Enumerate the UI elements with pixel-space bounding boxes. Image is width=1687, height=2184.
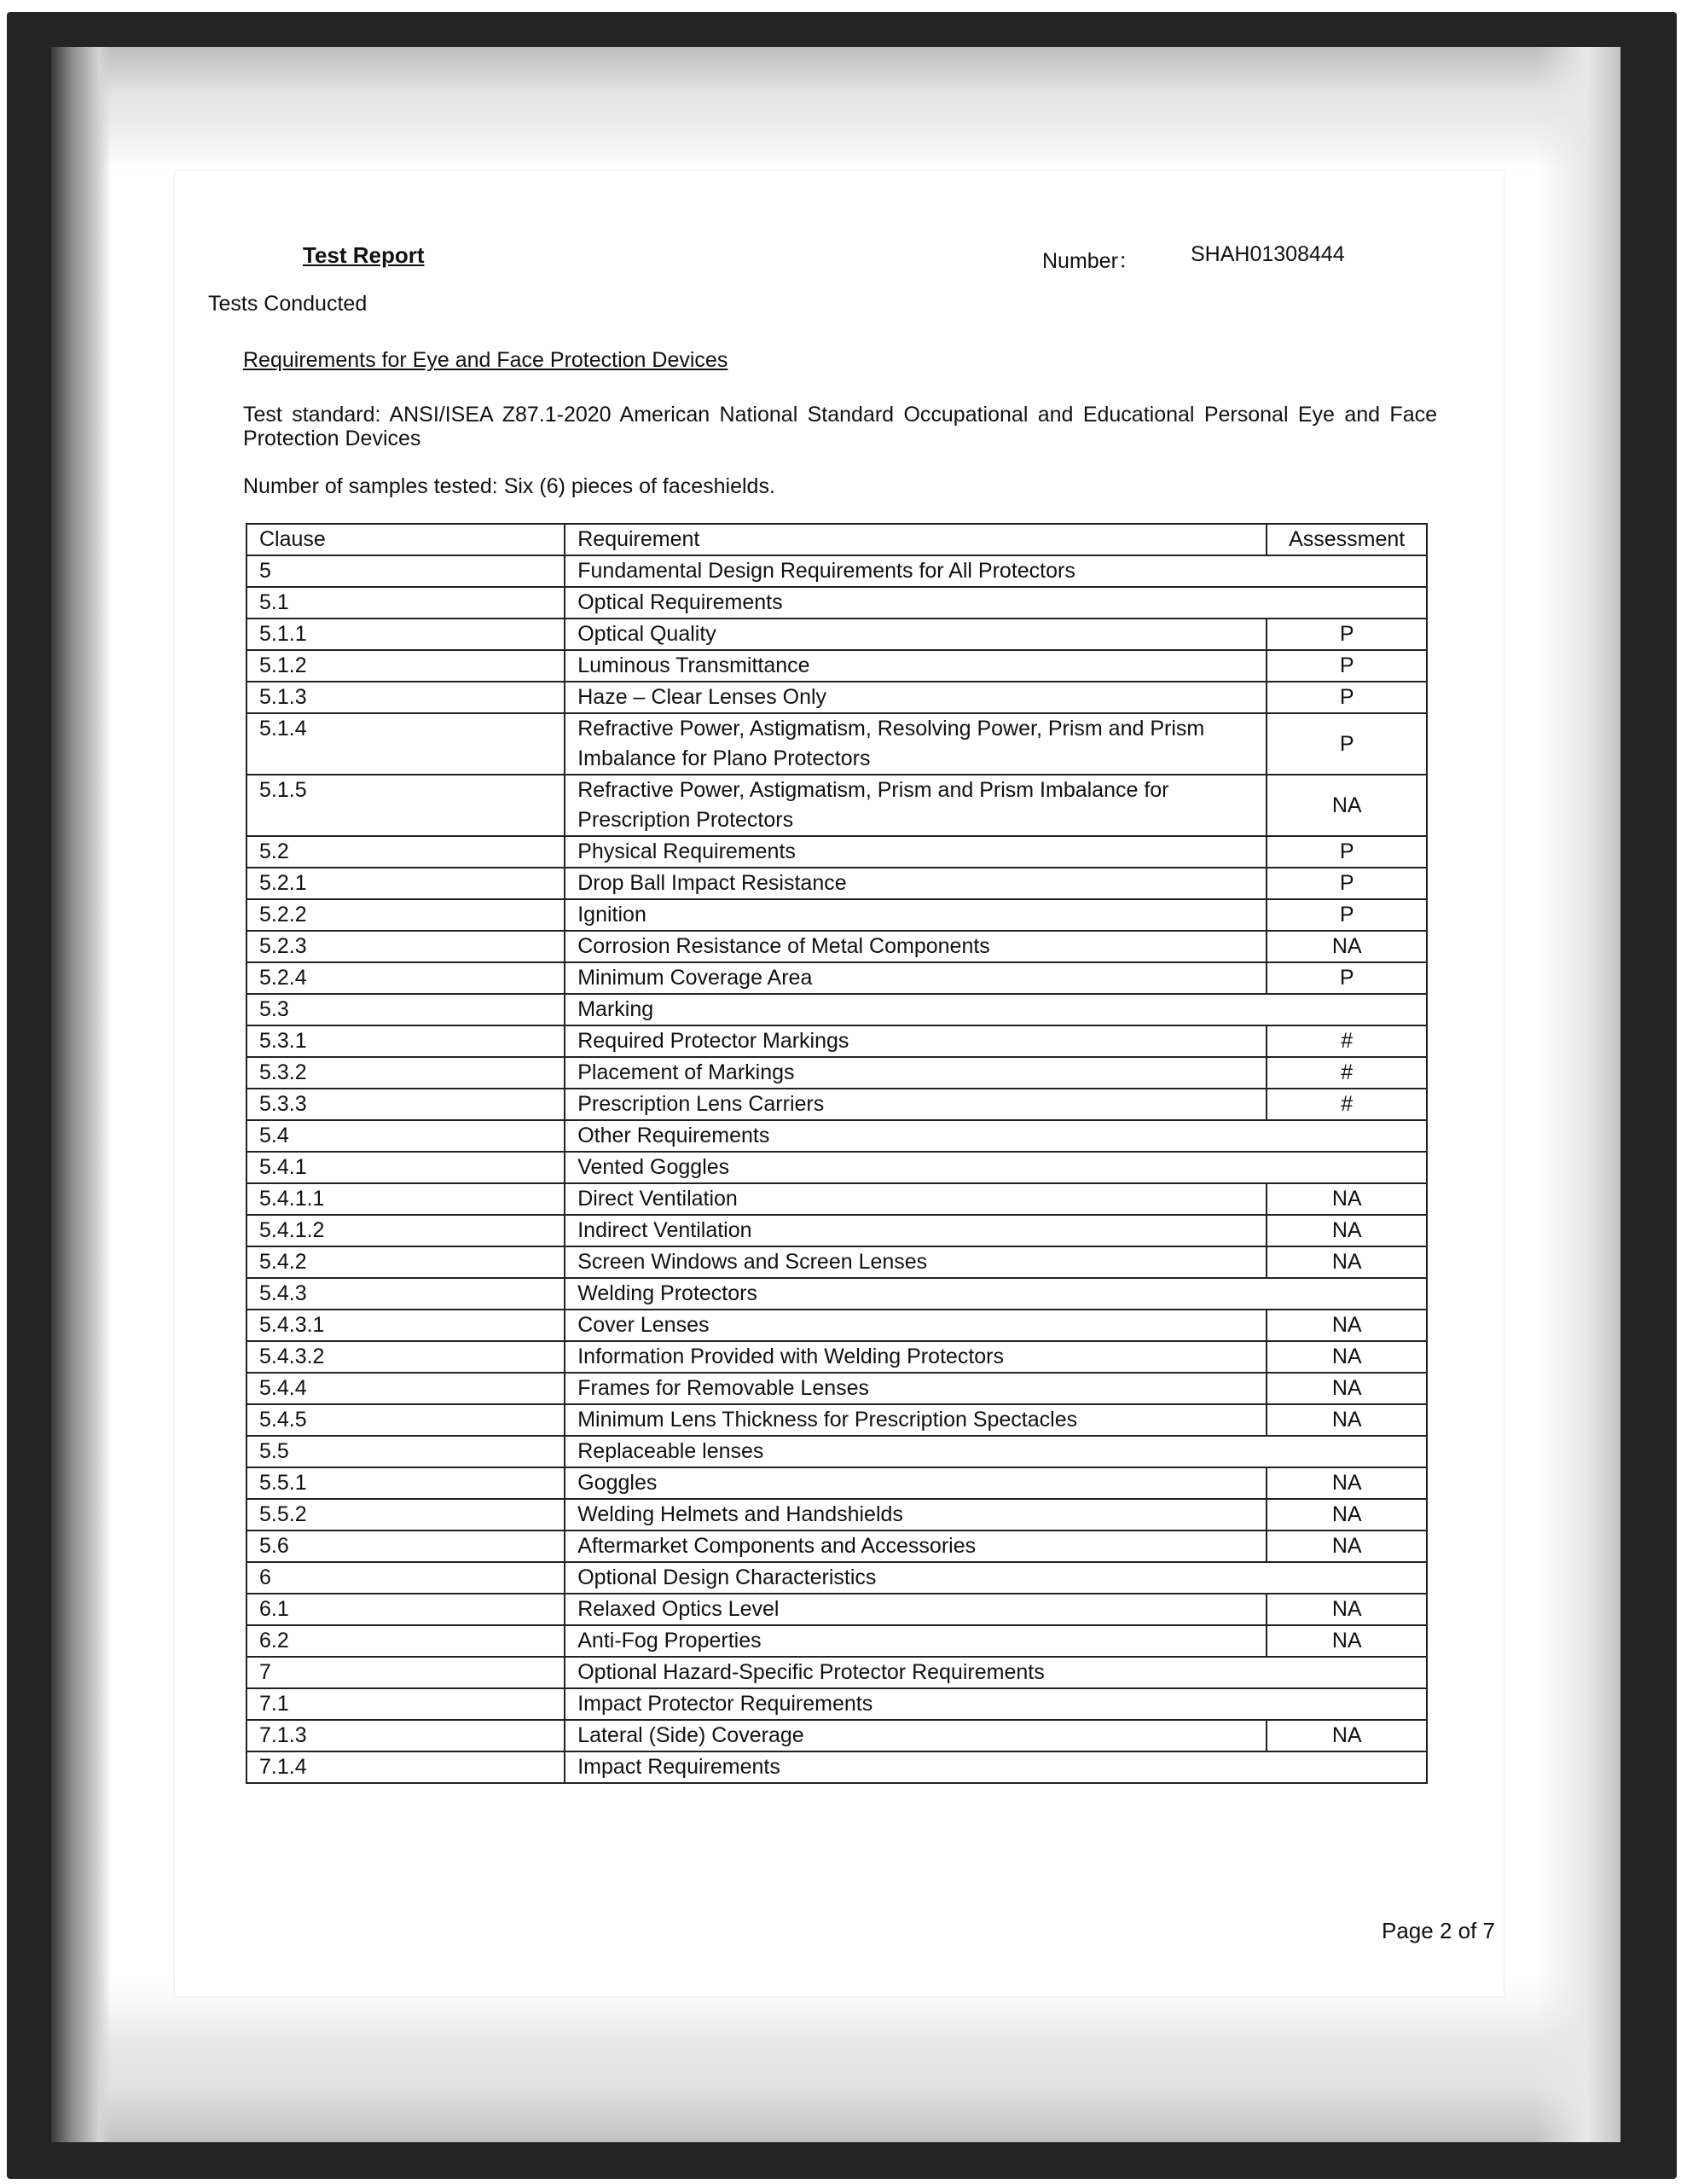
report-number-label: Number： bbox=[1042, 249, 1139, 273]
clause-cell: 5.2.2 bbox=[246, 899, 565, 931]
requirement-cell: Impact Requirements bbox=[565, 1751, 1427, 1783]
assessment-cell: NA bbox=[1267, 1467, 1427, 1499]
page-number: Page 2 of 7 bbox=[1382, 1918, 1495, 1943]
assessment-cell: NA bbox=[1267, 1499, 1427, 1531]
assessment-cell: P bbox=[1267, 650, 1427, 682]
assessment-cell: NA bbox=[1267, 1373, 1427, 1404]
clause-cell: 5.5.1 bbox=[246, 1467, 565, 1499]
requirement-cell: Indirect Ventilation bbox=[565, 1215, 1267, 1246]
assessment-cell: NA bbox=[1267, 1720, 1427, 1751]
table-row bbox=[246, 1215, 1427, 1246]
clause-cell: 5.4.1 bbox=[246, 1152, 565, 1183]
requirement-cell: Direct Ventilation bbox=[565, 1183, 1267, 1215]
assessment-cell: NA bbox=[1267, 1594, 1427, 1625]
table-row bbox=[246, 1436, 1427, 1467]
clause-cell: 5.2.4 bbox=[246, 962, 565, 994]
requirement-cell: Minimum Lens Thickness for Prescription Spectacles bbox=[565, 1404, 1267, 1436]
header-clause: Clause bbox=[246, 524, 565, 555]
table-row bbox=[246, 836, 1427, 868]
assessment-cell: P bbox=[1267, 899, 1427, 931]
table-row bbox=[246, 1341, 1427, 1373]
table-row bbox=[246, 1688, 1427, 1720]
requirement-cell: Optical Quality bbox=[565, 619, 1267, 650]
clause-cell: 5.3.2 bbox=[246, 1057, 565, 1089]
clause-cell: 6.2 bbox=[246, 1625, 565, 1657]
header-requirement: Requirement bbox=[565, 524, 1267, 555]
table-row bbox=[246, 587, 1427, 619]
clause-cell: 5.4.4 bbox=[246, 1373, 565, 1404]
assessment-cell: NA bbox=[1267, 1246, 1427, 1278]
assessment-cell: NA bbox=[1267, 1183, 1427, 1215]
requirement-cell: Other Requirements bbox=[565, 1120, 1427, 1152]
table-row bbox=[246, 1531, 1427, 1562]
table-row bbox=[246, 1152, 1427, 1183]
requirement-cell: Frames for Removable Lenses bbox=[565, 1373, 1267, 1404]
clause-cell: 5.1.5 bbox=[246, 775, 565, 836]
requirement-cell: Corrosion Resistance of Metal Components bbox=[565, 931, 1267, 962]
table-header-row bbox=[246, 524, 1427, 555]
clause-cell: 5.3.1 bbox=[246, 1025, 565, 1057]
table-row bbox=[246, 1625, 1427, 1657]
requirement-cell: Fundamental Design Requirements for All Protectors bbox=[565, 555, 1427, 587]
clause-cell: 5 bbox=[246, 555, 565, 587]
clause-cell: 6.1 bbox=[246, 1594, 565, 1625]
requirement-cell: Haze – Clear Lenses Only bbox=[565, 682, 1267, 713]
requirement-cell: Screen Windows and Screen Lenses bbox=[565, 1246, 1267, 1278]
table-row bbox=[246, 931, 1427, 962]
requirement-cell: Refractive Power, Astigmatism, Prism and Prism Imbalance for Prescription Protectors bbox=[565, 775, 1267, 836]
clause-cell: 5.1.3 bbox=[246, 682, 565, 713]
requirement-cell: Placement of Markings bbox=[565, 1057, 1267, 1089]
mat-shadow-left bbox=[51, 47, 111, 2142]
mat-shadow-bottom bbox=[51, 2005, 1620, 2142]
assessment-cell: NA bbox=[1267, 1341, 1427, 1373]
table-row bbox=[246, 775, 1427, 836]
table-row bbox=[246, 1246, 1427, 1278]
assessment-cell: NA bbox=[1267, 931, 1427, 962]
table-row bbox=[246, 1657, 1427, 1688]
requirement-cell: Optical Requirements bbox=[565, 587, 1427, 619]
assessment-cell: P bbox=[1267, 962, 1427, 994]
clause-cell: 5.5 bbox=[246, 1436, 565, 1467]
table-row bbox=[246, 1089, 1427, 1120]
test-standard-text: Test standard: ANSI/ISEA Z87.1-2020 American National Standard Occupational and Educational Personal Eye and Face Protection Devices bbox=[243, 403, 1437, 450]
clause-cell: 5.4.3 bbox=[246, 1278, 565, 1310]
requirement-cell: Welding Helmets and Handshields bbox=[565, 1499, 1267, 1531]
report-number-value: SHAH01308444 bbox=[1191, 242, 1345, 266]
table-row bbox=[246, 1025, 1427, 1057]
table-row bbox=[246, 1751, 1427, 1783]
requirement-cell: Drop Ball Impact Resistance bbox=[565, 868, 1267, 899]
assessment-cell: P bbox=[1267, 836, 1427, 868]
requirement-cell: Physical Requirements bbox=[565, 836, 1267, 868]
clause-cell: 5.6 bbox=[246, 1531, 565, 1562]
table-row bbox=[246, 994, 1427, 1025]
clause-cell: 5.2.1 bbox=[246, 868, 565, 899]
section-heading: Requirements for Eye and Face Protection Devices bbox=[243, 348, 728, 372]
table-row bbox=[246, 868, 1427, 899]
report-title: Test Report bbox=[303, 242, 425, 268]
requirement-cell: Replaceable lenses bbox=[565, 1436, 1427, 1467]
clause-cell: 5.4.5 bbox=[246, 1404, 565, 1436]
clause-cell: 5.4.1.1 bbox=[246, 1183, 565, 1215]
requirement-cell: Minimum Coverage Area bbox=[565, 962, 1267, 994]
assessment-cell: NA bbox=[1267, 1625, 1427, 1657]
table-row bbox=[246, 619, 1427, 650]
table-row bbox=[246, 1594, 1427, 1625]
table-row bbox=[246, 713, 1427, 775]
assessment-cell: NA bbox=[1267, 1404, 1427, 1436]
requirement-cell: Required Protector Markings bbox=[565, 1025, 1267, 1057]
requirement-cell: Prescription Lens Carriers bbox=[565, 1089, 1267, 1120]
table-row bbox=[246, 1183, 1427, 1215]
clause-cell: 6 bbox=[246, 1562, 565, 1594]
clause-cell: 5.4.1.2 bbox=[246, 1215, 565, 1246]
table-row bbox=[246, 1499, 1427, 1531]
table-row bbox=[246, 650, 1427, 682]
assessment-cell: P bbox=[1267, 713, 1427, 775]
requirement-cell: Vented Goggles bbox=[565, 1152, 1427, 1183]
clause-cell: 5.2.3 bbox=[246, 931, 565, 962]
table-row bbox=[246, 1310, 1427, 1341]
requirement-cell: Cover Lenses bbox=[565, 1310, 1267, 1341]
clause-cell: 7.1 bbox=[246, 1688, 565, 1720]
assessment-cell: P bbox=[1267, 682, 1427, 713]
mat-shadow-right bbox=[1535, 47, 1620, 2142]
samples-tested-text: Number of samples tested: Six (6) pieces of faceshields. bbox=[243, 474, 775, 498]
clause-cell: 5.4.3.1 bbox=[246, 1310, 565, 1341]
assessment-cell: P bbox=[1267, 868, 1427, 899]
requirement-cell: Impact Protector Requirements bbox=[565, 1688, 1427, 1720]
table-row bbox=[246, 899, 1427, 931]
clause-cell: 5.3 bbox=[246, 994, 565, 1025]
assessment-cell: NA bbox=[1267, 1310, 1427, 1341]
table-row bbox=[246, 1720, 1427, 1751]
table-row bbox=[246, 682, 1427, 713]
requirement-cell: Optional Design Characteristics bbox=[565, 1562, 1427, 1594]
table-row bbox=[246, 1373, 1427, 1404]
requirement-cell: Ignition bbox=[565, 899, 1267, 931]
requirement-cell: Goggles bbox=[565, 1467, 1267, 1499]
assessment-cell: # bbox=[1267, 1057, 1427, 1089]
clause-cell: 7.1.4 bbox=[246, 1751, 565, 1783]
requirement-cell: Luminous Transmittance bbox=[565, 650, 1267, 682]
table-row bbox=[246, 555, 1427, 587]
requirement-cell: Information Provided with Welding Protectors bbox=[565, 1341, 1267, 1373]
clause-cell: 5.1 bbox=[246, 587, 565, 619]
requirement-cell: Relaxed Optics Level bbox=[565, 1594, 1267, 1625]
table-row bbox=[246, 1562, 1427, 1594]
clause-cell: 7 bbox=[246, 1657, 565, 1688]
clause-cell: 5.4 bbox=[246, 1120, 565, 1152]
table-row bbox=[246, 1467, 1427, 1499]
clause-cell: 5.2 bbox=[246, 836, 565, 868]
assessment-cell: # bbox=[1267, 1089, 1427, 1120]
requirement-cell: Welding Protectors bbox=[565, 1278, 1427, 1310]
requirement-cell: Refractive Power, Astigmatism, Resolving Power, Prism and Prism Imbalance for Plano Protectors bbox=[565, 713, 1267, 775]
clause-cell: 5.4.2 bbox=[246, 1246, 565, 1278]
assessment-cell: P bbox=[1267, 619, 1427, 650]
assessment-cell: NA bbox=[1267, 1531, 1427, 1562]
table-row bbox=[246, 962, 1427, 994]
header-assessment: Assessment bbox=[1267, 524, 1427, 555]
clause-cell: 5.4.3.2 bbox=[246, 1341, 565, 1373]
requirement-cell: Optional Hazard-Specific Protector Requirements bbox=[565, 1657, 1427, 1688]
requirements-table bbox=[246, 523, 1428, 1784]
table-row bbox=[246, 1120, 1427, 1152]
requirement-cell: Lateral (Side) Coverage bbox=[565, 1720, 1267, 1751]
mat-shadow-top bbox=[51, 47, 1620, 166]
table-row bbox=[246, 1404, 1427, 1436]
clause-cell: 5.1.4 bbox=[246, 713, 565, 775]
requirement-cell: Anti-Fog Properties bbox=[565, 1625, 1267, 1657]
clause-cell: 5.1.2 bbox=[246, 650, 565, 682]
assessment-cell: # bbox=[1267, 1025, 1427, 1057]
tests-conducted-heading: Tests Conducted bbox=[208, 292, 368, 316]
clause-cell: 7.1.3 bbox=[246, 1720, 565, 1751]
requirement-cell: Aftermarket Components and Accessories bbox=[565, 1531, 1267, 1562]
assessment-cell: NA bbox=[1267, 1215, 1427, 1246]
table-row bbox=[246, 1057, 1427, 1089]
clause-cell: 5.3.3 bbox=[246, 1089, 565, 1120]
assessment-cell: NA bbox=[1267, 775, 1427, 836]
table-row bbox=[246, 1278, 1427, 1310]
requirement-cell: Marking bbox=[565, 994, 1427, 1025]
clause-cell: 5.1.1 bbox=[246, 619, 565, 650]
clause-cell: 5.5.2 bbox=[246, 1499, 565, 1531]
